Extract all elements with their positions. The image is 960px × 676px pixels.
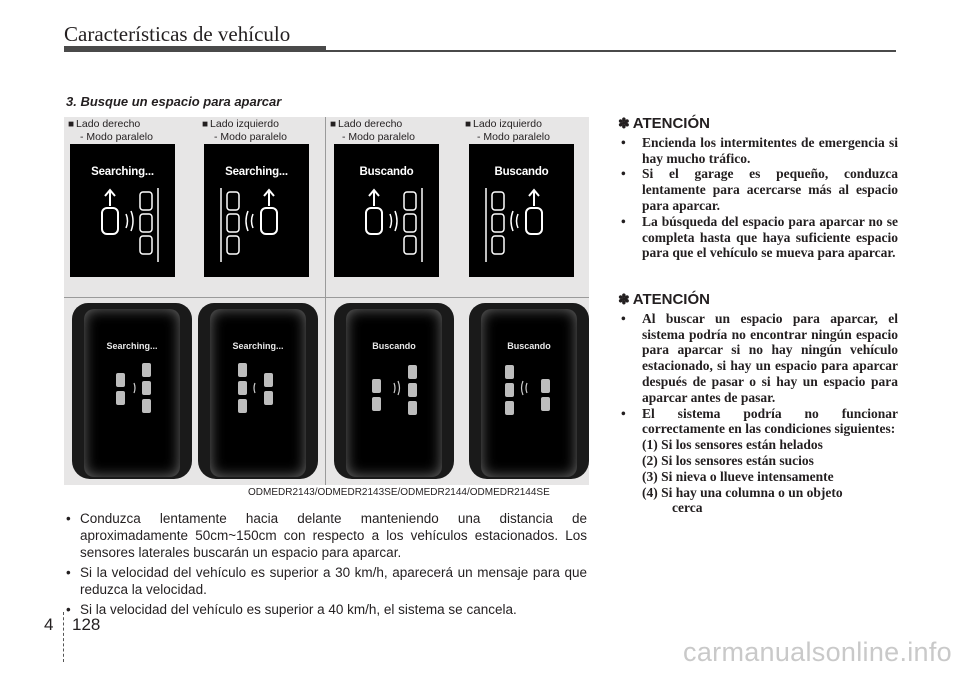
cluster-parking-icon xyxy=(198,353,318,453)
instruction-list xyxy=(64,510,587,621)
panel-label-2: ■ Lado izquierdo - Modo paralelo xyxy=(202,118,287,143)
cluster-display-3: Buscando xyxy=(334,303,454,479)
list-item: • La búsqueda del espacio para aparcar no se completa hasta que haya suficiente espacio para que el vehículo se mueva para aparcar. xyxy=(618,214,898,261)
square-icon: ■ xyxy=(202,119,209,130)
cluster-display-1: Searching... xyxy=(72,303,192,479)
panel-label-1: ■ Lado derecho - Modo paralelo xyxy=(68,118,153,143)
display-screen-1: Searching... xyxy=(70,144,175,277)
attention-box-1 xyxy=(618,116,898,261)
condition-3: (3) Si nieva o llueve intensamente xyxy=(642,468,834,484)
page-number: 128 xyxy=(72,615,101,634)
square-icon: ■ xyxy=(465,119,472,130)
condition-2: (2) Si los sensores están sucios xyxy=(642,452,814,468)
section-heading: 3. Busque un espacio para aparcar xyxy=(66,94,282,109)
watermark: carmanualsonline.info xyxy=(683,637,952,667)
display-screen-3: Buscando xyxy=(334,144,439,277)
attention-heading: ✽ ATENCIÓN xyxy=(618,115,710,132)
condition-4-cont: cerca xyxy=(672,500,703,516)
list-item: • Encienda los intermitentes de emergencia si hay mucho tráfico. xyxy=(618,135,898,167)
cluster-display-2: Searching... xyxy=(198,303,318,479)
asterisk-icon: ✽ xyxy=(618,291,630,307)
parking-search-figure xyxy=(64,117,589,485)
cluster-parking-icon xyxy=(72,353,192,453)
page-header-title: Características de vehículo xyxy=(64,22,291,46)
square-icon: ■ xyxy=(330,119,337,130)
figure-caption: ODMEDR2143/ODMEDR2143SE/ODMEDR2144/ODMEDR2144SE xyxy=(248,487,550,498)
cluster-parking-icon xyxy=(469,353,589,453)
figure-separator xyxy=(64,297,589,298)
list-item: • Conduzca lentamente hacia delante manteniendo una distancia de aproximadamente 50cm~150cm con respecto a los vehículos estacionados. Los sensores laterales buscarán un espacio para aparcar. xyxy=(64,510,587,561)
cluster-display-4: Buscando xyxy=(469,303,589,479)
chapter-number: 4 xyxy=(44,615,54,634)
list-item: • Si el garage es pequeño, conduzca lentamente para acercarse más al espacio para aparcar. xyxy=(618,166,898,213)
condition-4: (4) Si hay una columna o un objeto xyxy=(642,484,843,500)
panel-label-3: ■ Lado derecho - Modo paralelo xyxy=(330,118,415,143)
attention-box-2 xyxy=(618,292,898,516)
parking-scene-icon xyxy=(334,186,439,271)
list-item: • El sistema podría no funcionar correctamente en las condiciones siguientes: (1) Si los sensores están helados (2) Si los sensores están sucios (3) Si nieva o llueve intensamente (4) Si hay una columna o un objeto cerca xyxy=(618,406,898,517)
list-item: • Si la velocidad del vehículo es superior a 40 km/h, el sistema se cancela. xyxy=(64,601,587,618)
display-screen-2: Searching... xyxy=(204,144,309,277)
condition-1: (1) Si los sensores están helados xyxy=(642,437,823,453)
panel-label-4: ■ Lado izquierdo - Modo paralelo xyxy=(465,118,550,143)
attention-heading: ✽ ATENCIÓN xyxy=(618,291,710,308)
square-icon: ■ xyxy=(68,119,75,130)
asterisk-icon: ✽ xyxy=(618,115,630,131)
cluster-parking-icon xyxy=(334,353,454,453)
figure-divider xyxy=(325,117,326,485)
header-rule-thin xyxy=(326,50,896,52)
parking-scene-icon xyxy=(469,186,574,271)
parking-scene-icon xyxy=(70,186,175,271)
parking-scene-icon xyxy=(204,186,309,271)
list-item: • Al buscar un espacio para aparcar, el sistema podría no encontrar ningún espacio para aparcar si no hay ningún vehículo estacionado, si hay un espacio para aparcar después de pasar o si hay un espacio para aparcar antes de pasar. xyxy=(618,311,898,406)
list-item: • Si la velocidad del vehículo es superior a 30 km/h, aparecerá un mensaje para que reduzca la velocidad. xyxy=(64,564,587,598)
header-rule-thick xyxy=(64,46,326,52)
display-screen-4: Buscando xyxy=(469,144,574,277)
footer-divider xyxy=(63,612,65,662)
